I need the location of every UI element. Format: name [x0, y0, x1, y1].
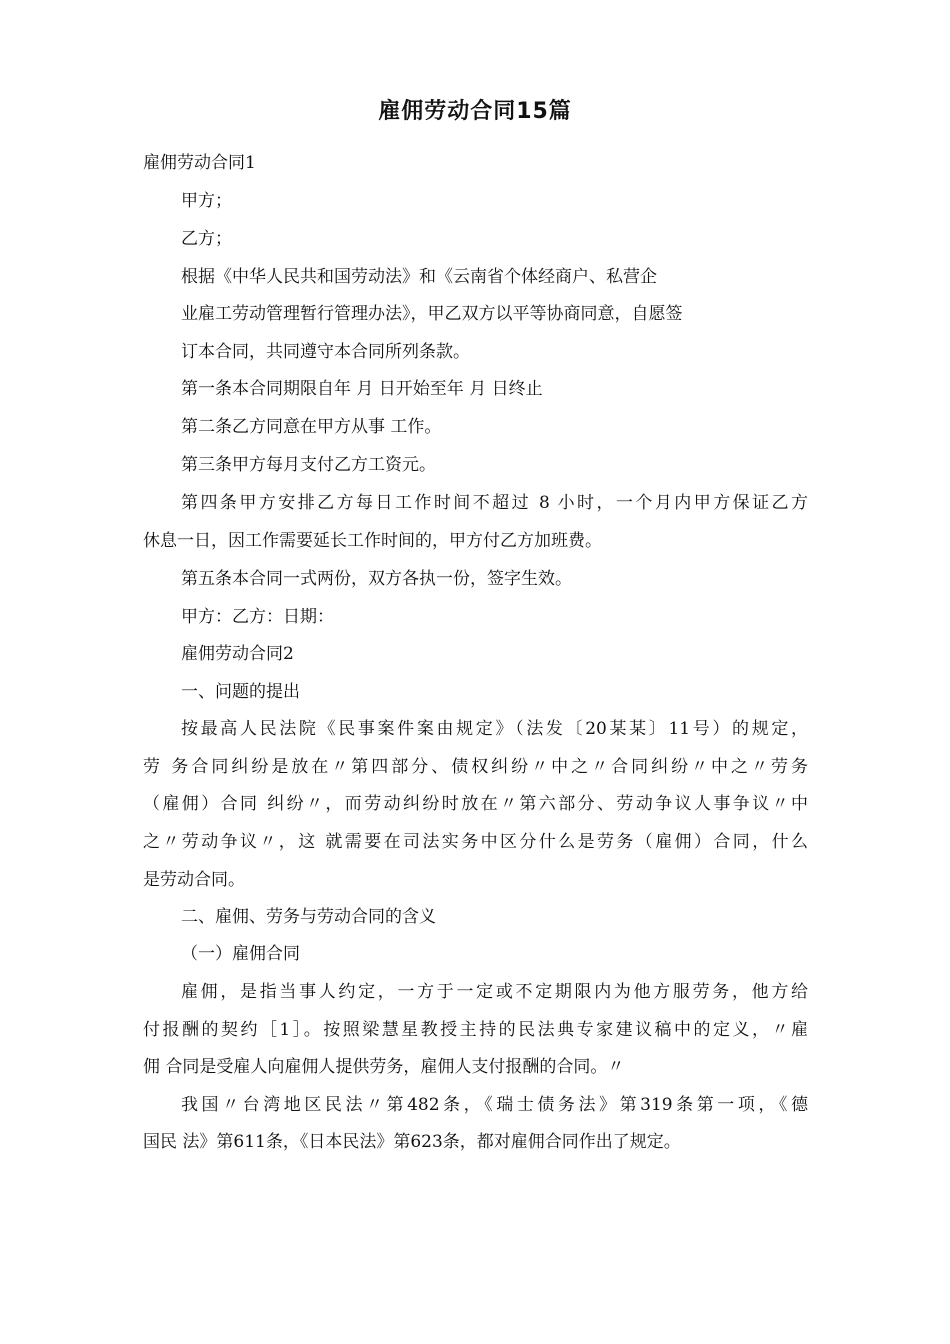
article-2: 第二条乙方同意在甲方从事 工作。: [181, 417, 442, 437]
article-4: 第四条甲方安排乙方每日工作时间不超过 8 小时，一个月内甲方保证乙方: [181, 493, 808, 513]
article-5: 第五条本合同一式两份，双方各执一份，签字生效。: [181, 569, 572, 589]
subsection-heading: 二、雇佣、劳务与劳动合同的含义: [181, 907, 436, 927]
party-b-line: 乙方；: [181, 229, 232, 249]
paragraph-line: 劳 务合同纠纷是放在〃第四部分、债权纠纷〃中之〃合同纠纷〃中之〃劳务: [143, 757, 808, 777]
article-1: 第一条本合同期限自年 月 日开始至年 月 日终止: [181, 379, 543, 399]
paragraph-line: 付报酬的契约［1］。按照梁慧星教授主持的民法典专家建议稿中的定义，〃雇: [143, 1020, 808, 1040]
party-a-line: 甲方；: [181, 191, 232, 211]
subsection-heading: 一、问题的提出: [181, 682, 300, 702]
section-heading-1: 雇佣劳动合同1: [143, 153, 256, 173]
article-3: 第三条甲方每月支付乙方工资元。: [181, 455, 436, 475]
signature-line: 甲方：乙方：日期：: [181, 607, 334, 627]
section-heading-2: 雇佣劳动合同2: [181, 644, 294, 664]
subsection-heading: （一）雇佣合同: [181, 944, 300, 964]
paragraph-line: （雇佣）合同 纠纷〃，而劳动纠纷时放在〃第六部分、劳动争议人事争议〃中: [143, 794, 808, 814]
paragraph-line: 休息一日，因工作需要延长工作时间的，甲方付乙方加班费。: [143, 531, 602, 551]
paragraph-line: 国民 法》第611条，《日本民法》第623条，都对雇佣合同作出了规定。: [143, 1132, 681, 1152]
paragraph-line: 雇佣，是指当事人约定，一方于一定或不定期限内为他方服劳务，他方给: [181, 982, 808, 1002]
document-title: 雇佣劳动合同15篇: [378, 99, 572, 124]
paragraph-line: 佣 合同是受雇人向雇佣人提供劳务，雇佣人支付报酬的合同。〃: [143, 1057, 625, 1077]
paragraph-line: 按最高人民法院《民事案件案由规定》（法发〔20某某〕11号）的规定，: [181, 719, 808, 739]
paragraph-line: 订本合同，共同遵守本合同所列条款。: [181, 342, 470, 362]
paragraph-line: 之〃劳动争议〃，这 就需要在司法实务中区分什么是劳务（雇佣）合同，什么: [143, 832, 808, 852]
paragraph-line: 是劳动合同。: [143, 870, 245, 890]
paragraph-line: 业雇工劳动管理暂行管理办法》，甲乙双方以平等协商同意，自愿签: [181, 304, 683, 324]
paragraph-line: 我国〃台湾地区民法〃第482条，《瑞士债务法》第319条第一项，《德: [181, 1095, 808, 1115]
paragraph-line: 根据《中华人民共和国劳动法》和《云南省个体经商户、私营企: [181, 267, 657, 287]
